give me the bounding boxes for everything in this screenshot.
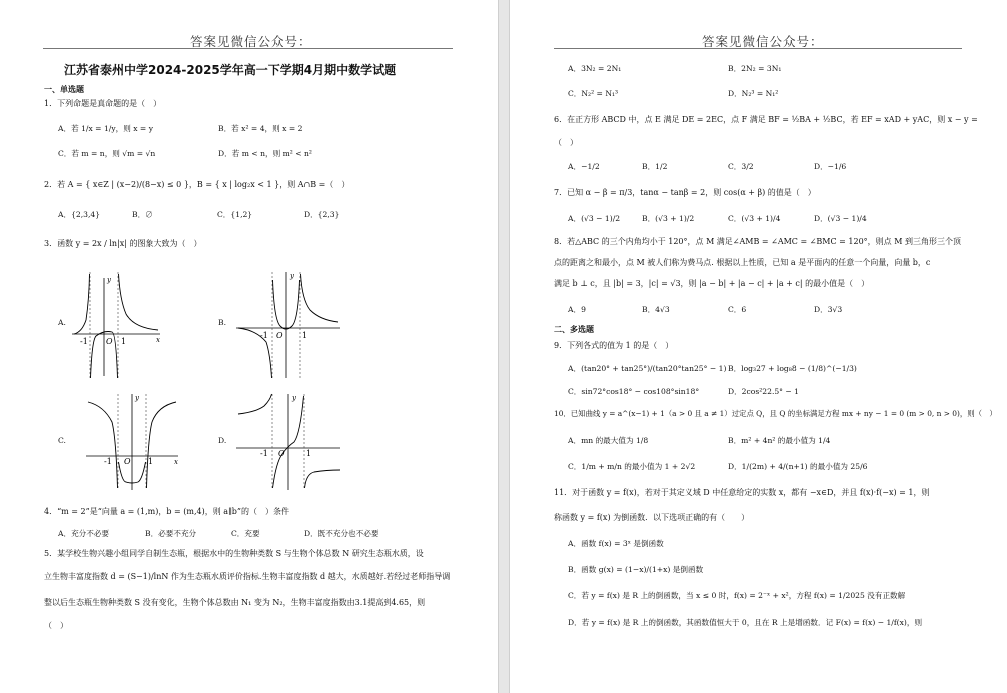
q3-graph-b-label: B. [218,318,226,327]
q8-option-a: A．9 [568,305,586,314]
q4-option-c: C．充要 [231,529,260,538]
q1-option-c: C．若 m = n，则 √m = √n [58,149,156,158]
q3-stem: 3．函数 y = 2x / ln|x| 的图象大致为（ ） [44,239,202,248]
q5-option-a: A．3N₂ = 2N₁ [568,64,622,73]
graph-b-origin: O [276,331,283,340]
q2-option-a: A．{2,3,4} [58,210,101,219]
graph-c-curve-left [88,402,118,488]
q8-line2: 点的距离之和最小，点 M 被人们称为费马点. 根据以上性质，已知 a 是平面内的任意一个向量，向量 b，c [554,258,931,267]
q11-option-a: A．函数 f(x) = 3ˣ 是倒函数 [568,539,664,548]
q8-option-c: C．6 [728,305,747,314]
right-header: 答案见微信公众号： [702,34,824,49]
q3-graph-a-svg [72,270,172,380]
q4-option-a: A．充分不必要 [58,529,110,538]
graph-c-curve-right [147,402,177,488]
exam-title: 江苏省泰州中学2024-2025学年高一下学期4月期中数学试题 [64,63,397,77]
graph-a-curve-right [119,274,159,330]
graph-c-pos1: 1 [148,457,154,466]
q3-graph-b-svg [236,270,346,380]
q6-option-b: B．1/2 [642,162,668,171]
q3-graph-a [72,270,172,380]
q6-option-a: A．−1/2 [568,162,600,171]
q2-stem: 2．若 A = { x∈Z | (x−2)/(8−x) ≤ 0 }，B = { x | log₂x < 1 }，则 A∩B =（ ） [44,180,350,189]
q10-stem: 10．已知曲线 y = a^(x−1) + 1（a > 0 且 a ≠ 1）过定点 Q，且 Q 的坐标满足方程 mx + ny − 1 = 0 (m > 0, n > 0)，则（ ） [554,409,997,418]
graph-a-neg1: -1 [80,337,88,346]
q2-option-c: C．{1,2} [217,210,253,219]
q5-option-c: C．N₂² = N₁³ [568,89,619,98]
q3-graph-d-svg [236,392,346,492]
q9-option-d: D．2cos²22.5° − 1 [728,387,800,396]
q10-option-a: A．mn 的最大值为 1/8 [568,436,649,445]
graph-d-pos1: 1 [306,449,312,458]
q6-option-c: C．3/2 [728,162,754,171]
q10-option-c: C．1/m + m/n 的最小值为 1 + 2√2 [568,462,696,471]
graph-a-ylabel: y [107,276,111,284]
graph-c-xlabel: x [174,458,178,466]
graph-b-pos1: 1 [302,331,308,340]
left-header-rule [43,48,453,49]
q5-line3: 整以后生态瓶生物种类数 S 没有变化，生物个体总数由 N₁ 变为 N₂，生物丰富度指数由3.1提高到4.65，则 [44,598,426,607]
q7-option-a: A．(√3 − 1)/2 [568,214,621,223]
q3-graph-c [86,392,186,492]
q9-option-c: C．sin72°cos18° − cos108°sin18° [568,387,700,396]
graph-d-neg1: -1 [260,449,268,458]
q9-stem: 9．下列各式的值为 1 的是（ ） [554,341,674,350]
section-multiple-choice: 二、多选题 [554,325,594,334]
q5-option-d: D．N₂³ = N₁² [728,89,779,98]
q1-option-b: B．若 x² = 4，则 x = 2 [218,124,303,133]
graph-b-curve-right [301,274,339,322]
q3-graph-b [236,270,346,380]
q8-line1: 8．若△ABC 的三个内角均小于 120°，点 M 满足∠AMB = ∠AMC = ∠BMC = 120°，则点 M 到三角形三个顶 [554,237,961,246]
q6-option-d: D．−1/6 [814,162,847,171]
right-page [510,0,1007,693]
graph-b-neg1: -1 [260,331,268,340]
q8-option-b: B．4√3 [642,305,670,314]
q2-option-b: B．∅ [132,210,153,219]
q10-option-d: D．1/(2m) + 4/(n+1) 的最小值为 25/6 [728,462,868,471]
q1-stem: 1．下列命题是真命题的是（ ） [44,99,162,108]
graph-b-ylabel: y [290,272,294,280]
q7-option-d: D．(√3 − 1)/4 [814,214,867,223]
q11-line2: 称函数 y = f(x) 为倒函数．以下选项正确的有（ ） [554,513,750,522]
q4-option-b: B．必要不充分 [145,529,197,538]
q5-line1: 5．某学校生物兴趣小组同学自制生态瓶，根据水中的生物种类数 S 与生物个体总数 N 研究生态瓶水质，设 [44,549,424,558]
q3-graph-d-label: D. [218,436,227,445]
graph-d-curve-left [238,394,272,414]
q7-stem: 7．已知 α − β = π/3，tanα − tanβ = 2，则 cos(α + β) 的值是（ ） [554,188,816,197]
q7-option-b: B．(√3 + 1)/2 [642,214,695,223]
q8-option-d: D．3√3 [814,305,843,314]
graph-c-neg1: -1 [104,457,112,466]
q11-option-b: B．函数 g(x) = (1−x)/(1+x) 是倒函数 [568,565,704,574]
right-header-rule [554,48,962,49]
graph-d-ylabel: y [292,394,296,402]
page-gap [498,0,510,693]
graph-a-curve-left [74,274,90,334]
graph-a-pos1: 1 [121,337,127,346]
q11-line1: 11．对于函数 y = f(x)，若对于其定义域 D 中任意给定的实数 x，都有 −x∈D，并且 f(x)·f(−x) = 1，则 [554,488,930,497]
q11-option-d: D．若 y = f(x) 是 R 上的倒函数，其函数值恒大于 0，且在 R 上是增函数．记 F(x) = f(x) − 1/f(x)，则 [568,618,923,627]
graph-a-xlabel: x [156,336,160,344]
q1-option-a: A．若 1/x = 1/y，则 x = y [58,124,153,133]
q4-option-d: D．既不充分也不必要 [304,529,379,538]
q4-stem: 4．“m = 2”是“向量 a = (1,m)，b = (m,4)，则 a∥b”的（ ）条件 [44,507,289,516]
q11-option-c: C．若 y = f(x) 是 R 上的倒函数，当 x ≤ 0 时，f(x) = 2⁻ˣ + x²，方程 f(x) = 1/2025 没有正数解 [568,591,906,600]
graph-a-origin: O [106,337,113,346]
q1-option-d: D．若 m < n，则 m² < n² [218,149,312,158]
q6-line1: 6．在正方形 ABCD 中，点 E 满足 DE = 2EC，点 F 满足 BF = ½BA + ½BC，若 EF = xAD + yAC，则 x − y = [554,115,978,124]
q2-option-d: D．{2,3} [304,210,340,219]
q3-graph-d [236,392,346,492]
left-page [0,0,498,693]
graph-c-ylabel: y [135,394,139,402]
q6-line2: （ ） [554,138,578,147]
q8-line3: 满足 b ⊥ c，且 |b| = 3，|c| = √3，则 |a − b| + |a − c| + |a + c| 的最小值是（ ） [554,279,870,288]
q3-graph-c-label: C. [58,436,66,445]
q3-graph-c-svg [86,392,186,492]
q9-option-a: A．(tan20° + tan25°)/(tan20°tan25° − 1) [568,364,727,373]
q5-line4: （ ） [44,621,68,630]
q3-graph-a-label: A. [58,318,66,327]
section-single-choice: 一、单选题 [44,85,84,94]
q9-option-b: B．log₃27 + log₈8 − (1/8)^(−1/3) [728,364,857,373]
q5-line2: 立生物丰富度指数 d = (S−1)/lnN 作为生态瓶水质评价指标.生物丰富度指数 d 越大，水质越好.若经过老师指导调 [44,572,451,581]
graph-d-curve-right [305,470,341,488]
left-header: 答案见微信公众号： [190,34,312,49]
q7-option-c: C．(√3 + 1)/4 [728,214,781,223]
graph-d-origin: O [278,449,285,458]
graph-c-origin: O [124,457,131,466]
q5-option-b: B．2N₂ = 3N₁ [728,64,782,73]
q10-option-b: B．m² + 4n² 的最小值为 1/4 [728,436,831,445]
